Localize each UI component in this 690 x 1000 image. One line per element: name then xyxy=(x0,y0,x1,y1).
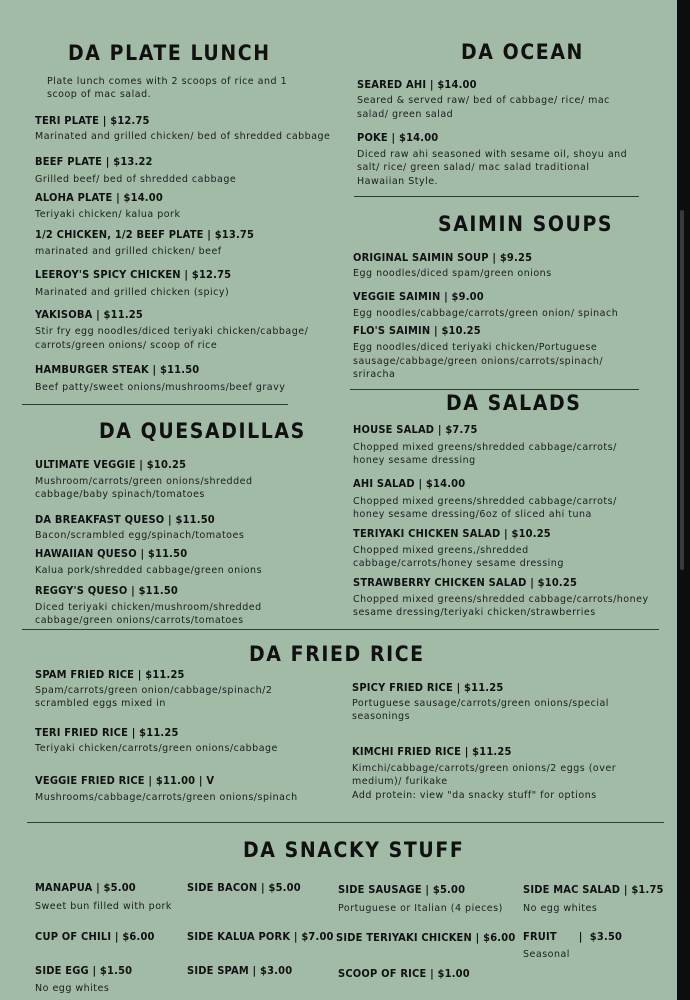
menu-item-name: SPICY FRIED RICE | $11.25 xyxy=(352,681,504,694)
menu-item-name: BEEF PLATE | $13.22 xyxy=(35,155,153,168)
menu-item-name: TERIYAKI CHICKEN SALAD | $10.25 xyxy=(353,527,551,540)
menu-item-name: ULTIMATE VEGGIE | $10.25 xyxy=(35,458,187,471)
menu-item-desc: sriracha xyxy=(353,369,396,380)
menu-item-name: KIMCHI FRIED RICE | $11.25 xyxy=(352,745,512,758)
menu-item-desc: Chopped mixed greens/shredded cabbage/carrots/ xyxy=(353,496,617,507)
menu-item-desc: Spam/carrots/green onion/cabbage/spinach/2 xyxy=(35,685,273,696)
menu-item-name: ORIGINAL SAIMIN SOUP | $9.25 xyxy=(353,251,533,264)
menu-item-name: SIDE SAUSAGE | $5.00 xyxy=(338,883,466,896)
menu-item-desc: sausage/cabbage/green onions/carrots/spinach/ xyxy=(353,356,604,367)
menu-item-name: SIDE SPAM | $3.00 xyxy=(187,964,293,977)
menu-item-desc: Chopped mixed greens/shredded cabbage/carrots/honey xyxy=(353,594,649,605)
menu-item-name: AHI SALAD | $14.00 xyxy=(353,477,466,490)
menu-item-desc: Egg noodles/cabbage/carrots/green onion/ spinach xyxy=(353,308,619,319)
menu-item-name: SIDE BACON | $5.00 xyxy=(187,881,301,894)
menu-item-desc: seasonings xyxy=(352,711,411,722)
menu-item-desc: Egg noodles/diced teriyaki chicken/Portuguese xyxy=(353,342,598,353)
plate-lunch-intro: scoop of mac salad. xyxy=(47,89,152,100)
menu-item-desc: Diced raw ahi seasoned with sesame oil, shoyu and xyxy=(357,149,628,160)
plate-lunch-intro: Plate lunch comes with 2 scoops of rice and 1 xyxy=(47,76,288,87)
menu-item-name: HAWAIIAN QUESO | $11.50 xyxy=(35,547,188,560)
menu-item-desc: marinated and grilled chicken/ beef xyxy=(35,246,222,257)
menu-item-desc: Egg noodles/diced spam/green onions xyxy=(353,268,552,279)
menu-item-name: STRAWBERRY CHICKEN SALAD | $10.25 xyxy=(353,576,578,589)
menu-item-name: ALOHA PLATE | $14.00 xyxy=(35,191,163,204)
menu-item-desc: Teriyaki chicken/ kalua pork xyxy=(35,209,181,220)
saimin-title: SAIMIN SOUPS xyxy=(438,212,614,236)
menu-item-desc: Mushrooms/cabbage/carrots/green onions/spinach xyxy=(35,792,298,803)
menu-item-desc: Hawaiian Style. xyxy=(357,176,439,187)
menu-item-desc: Mushroom/carrots/green onions/shredded xyxy=(35,476,253,487)
menu-item-desc: cabbage/green onions/carrots/tomatoes xyxy=(35,615,244,626)
menu-item-desc: Bacon/scrambled egg/spinach/tomatoes xyxy=(35,530,245,541)
menu-item-name: SIDE EGG | $1.50 xyxy=(35,964,133,977)
menu-item-name: FRUIT | $3.50 xyxy=(523,930,623,943)
menu-item-name: DA BREAKFAST QUESO | $11.50 xyxy=(35,513,215,526)
menu-item-desc: Diced teriyaki chicken/mushroom/shredded xyxy=(35,602,262,613)
menu-item-name: VEGGIE SAIMIN | $9.00 xyxy=(353,290,484,303)
menu-item-desc: Portuguese or Italian (4 pieces) xyxy=(338,903,503,914)
menu-item-name: FLO'S SAIMIN | $10.25 xyxy=(353,324,481,337)
menu-item-desc: Beef patty/sweet onions/mushrooms/beef gravy xyxy=(35,382,286,393)
menu-item-name: SEARED AHI | $14.00 xyxy=(357,78,477,91)
menu-item-desc: Kimchi/cabbage/carrots/green onions/2 eggs (over xyxy=(352,763,617,774)
menu-item-name: REGGY'S QUESO | $11.50 xyxy=(35,584,178,597)
section-divider xyxy=(350,389,639,390)
menu-item-desc: medium)/ furikake xyxy=(352,776,448,787)
menu-item-desc: Chopped mixed greens,/shredded xyxy=(353,545,529,556)
menu-item-name: HOUSE SALAD | $7.75 xyxy=(353,423,478,436)
menu-item-name: SCOOP OF RICE | $1.00 xyxy=(338,967,470,980)
menu-item-name: MANAPUA | $5.00 xyxy=(35,881,136,894)
menu-item-desc: Marinated and grilled chicken (spicy) xyxy=(35,287,230,298)
menu-item-desc: carrots/green onions/ scoop of rice xyxy=(35,340,218,351)
menu-item-name: SPAM FRIED RICE | $11.25 xyxy=(35,668,185,681)
menu-item-name: 1/2 CHICKEN, 1/2 BEEF PLATE | $13.75 xyxy=(35,228,255,241)
menu-item-desc: Add protein: view "da snacky stuff" for options xyxy=(352,790,597,801)
menu-item-desc: honey sesame dressing/6oz of sliced ahi tuna xyxy=(353,509,592,520)
menu-item-name: TERI PLATE | $12.75 xyxy=(35,114,150,127)
menu-item-desc: Seared & served raw/ bed of cabbage/ rice/ mac xyxy=(357,95,610,106)
menu-item-name: LEEROY'S SPICY CHICKEN | $12.75 xyxy=(35,268,232,281)
scrollbar[interactable] xyxy=(680,210,684,570)
section-divider xyxy=(22,404,288,405)
salads-title: DA SALADS xyxy=(446,391,582,415)
section-divider xyxy=(354,196,639,197)
menu-item-desc: Marinated and grilled chicken/ bed of shredded cabbage xyxy=(35,131,331,142)
menu-item-name: SIDE MAC SALAD | $1.75 xyxy=(523,883,664,896)
menu-item-desc: Seasonal xyxy=(523,949,570,960)
menu-item-name: SIDE TERIYAKI CHICKEN | $6.00 xyxy=(336,931,516,944)
menu-item-desc: Teriyaki chicken/carrots/green onions/cabbage xyxy=(35,743,278,754)
menu-item-name: CUP OF CHILI | $6.00 xyxy=(35,930,155,943)
menu-item-desc: salt/ rice/ green salad/ mac salad traditional xyxy=(357,162,590,173)
section-divider xyxy=(27,822,664,823)
menu-item-desc: Portuguese sausage/carrots/green onions/special xyxy=(352,698,609,709)
quesadillas-title: DA QUESADILLAS xyxy=(99,419,306,443)
menu-item-desc: Chopped mixed greens/shredded cabbage/carrots/ xyxy=(353,442,617,453)
menu-item-desc: Stir fry egg noodles/diced teriyaki chicken/cabbage/ xyxy=(35,326,309,337)
plate-lunch-title: DA PLATE LUNCH xyxy=(68,41,271,65)
ocean-title: DA OCEAN xyxy=(461,40,584,64)
menu-item-name: SIDE KALUA PORK | $7.00 xyxy=(187,930,334,943)
menu-item-desc: salad/ green salad xyxy=(357,109,454,120)
menu-item-desc: scrambled eggs mixed in xyxy=(35,698,166,709)
menu-item-name: VEGGIE FRIED RICE | $11.00 | V xyxy=(35,774,215,787)
menu-item-desc: Sweet bun filled with pork xyxy=(35,901,172,912)
section-divider xyxy=(22,629,659,630)
fried-rice-title: DA FRIED RICE xyxy=(249,642,425,666)
menu-item-desc: Kalua pork/shredded cabbage/green onions xyxy=(35,565,263,576)
menu-item-desc: honey sesame dressing xyxy=(353,455,476,466)
menu-item-desc: No egg whites xyxy=(35,983,110,994)
menu-item-name: HAMBURGER STEAK | $11.50 xyxy=(35,363,200,376)
snacky-title: DA SNACKY STUFF xyxy=(243,838,465,862)
menu-item-desc: Grilled beef/ bed of shredded cabbage xyxy=(35,174,237,185)
menu-item-name: YAKISOBA | $11.25 xyxy=(35,308,143,321)
menu-item-name: POKE | $14.00 xyxy=(357,131,439,144)
menu-item-desc: No egg whites xyxy=(523,903,598,914)
menu-item-name: TERI FRIED RICE | $11.25 xyxy=(35,726,179,739)
menu-item-desc: sesame dressing/teriyaki chicken/strawberries xyxy=(353,607,596,618)
menu-item-desc: cabbage/baby spinach/tomatoes xyxy=(35,489,205,500)
menu-item-desc: cabbage/carrots/honey sesame dressing xyxy=(353,558,564,569)
